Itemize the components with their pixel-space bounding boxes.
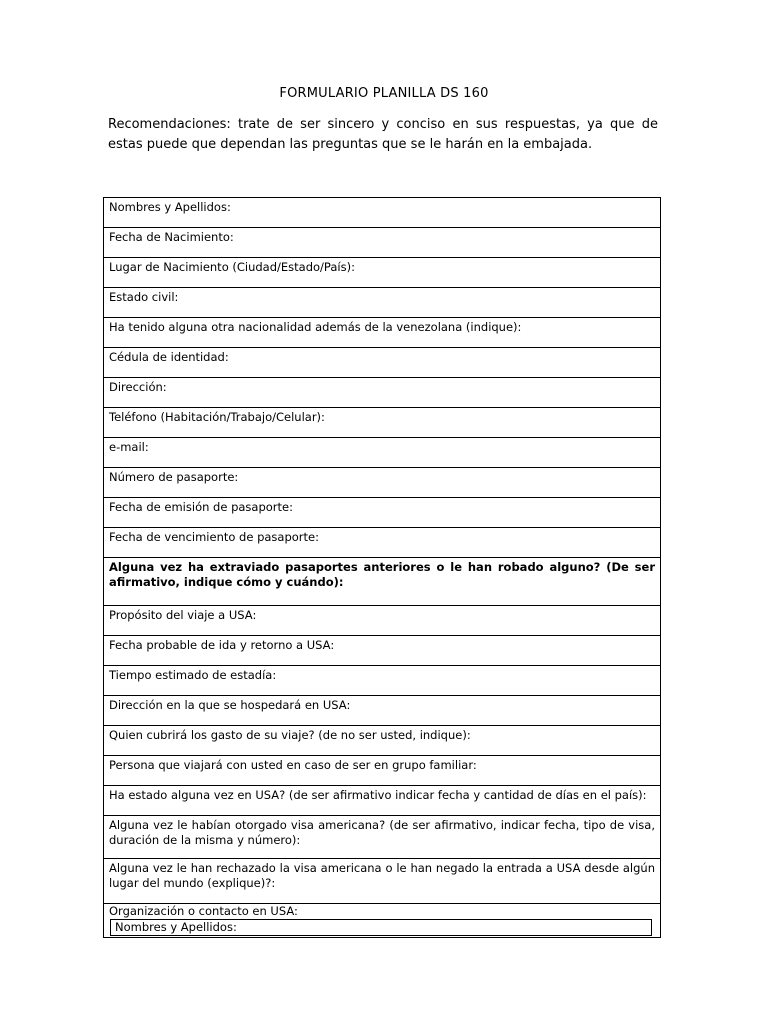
- field-label-telefono: Teléfono (Habitación/Trabajo/Celular):: [109, 410, 325, 424]
- form-row-email: [104, 438, 661, 468]
- field-label-visa-rechazada: Alguna vez le han rechazado la visa americana o le han negado la entrada a USA desde algún lugar del mundo (explique)?:: [109, 861, 655, 890]
- field-label-contact-names: Nombres y Apellidos:: [115, 920, 237, 934]
- form-row-visa-rechazada: [104, 859, 661, 904]
- ds160-form-table: [103, 197, 661, 938]
- form-cell[interactable]: [104, 288, 661, 318]
- form-cell[interactable]: [104, 438, 661, 468]
- field-label-proposito-viaje: Propósito del viaje a USA:: [109, 608, 257, 622]
- form-cell[interactable]: [104, 198, 661, 228]
- form-row-proposito-viaje: [104, 606, 661, 636]
- form-cell[interactable]: [104, 558, 661, 606]
- form-cell[interactable]: [104, 859, 661, 904]
- form-cell[interactable]: [104, 726, 661, 756]
- field-label-visa-otorgada: Alguna vez le habían otorgado visa americana? (de ser afirmativo, indicar fecha, tipo de visa, duración de la misma y número):: [109, 818, 655, 847]
- form-row-cedula: [104, 348, 661, 378]
- field-label-cedula: Cédula de identidad:: [109, 350, 229, 364]
- field-label-nombres: Nombres y Apellidos:: [109, 200, 231, 214]
- form-row-telefono: [104, 408, 661, 438]
- form-row-estado-en-usa: [104, 786, 661, 816]
- form-row-estado-civil: [104, 288, 661, 318]
- field-label-tiempo-estadia: Tiempo estimado de estadía:: [109, 668, 277, 682]
- field-label-fecha-nacimiento: Fecha de Nacimiento:: [109, 230, 234, 244]
- field-label-estado-civil: Estado civil:: [109, 290, 179, 304]
- recommendations-paragraph: Recomendaciones: trate de ser sincero y conciso en sus respuestas, ya que de estas puede que dependan las preguntas que se le harán en la embajada.: [108, 117, 658, 152]
- field-label-estado-en-usa: Ha estado alguna vez en USA? (de ser afirmativo indicar fecha y cantidad de días en el país):: [109, 788, 647, 802]
- form-cell[interactable]: [104, 636, 661, 666]
- form-row-contacto-usa: [104, 904, 661, 938]
- form-row-gastos-viaje: [104, 726, 661, 756]
- field-label-emision-pasaporte: Fecha de emisión de pasaporte:: [109, 500, 293, 514]
- form-row-vencimiento-pasaporte: [104, 528, 661, 558]
- form-row-lugar-nacimiento: [104, 258, 661, 288]
- contact-names-subfield[interactable]: [110, 919, 652, 936]
- form-cell[interactable]: [104, 756, 661, 786]
- form-cell[interactable]: [104, 786, 661, 816]
- field-label-numero-pasaporte: Número de pasaporte:: [109, 470, 239, 484]
- form-row-pasaportes-extraviados: [104, 558, 661, 606]
- field-label-email: e-mail:: [109, 440, 149, 454]
- field-label-pasaportes-extraviados: Alguna vez ha extraviado pasaportes anteriores o le han robado alguno? (De ser afirmativo, indique cómo y cuándo):: [109, 560, 655, 589]
- form-cell[interactable]: [104, 528, 661, 558]
- form-cell[interactable]: [104, 606, 661, 636]
- form-row-numero-pasaporte: [104, 468, 661, 498]
- form-row-emision-pasaporte: [104, 498, 661, 528]
- form-row-direccion-usa: [104, 696, 661, 726]
- field-label-lugar-nacimiento: Lugar de Nacimiento (Ciudad/Estado/País):: [109, 260, 355, 274]
- form-row-fecha-ida-retorno: [104, 636, 661, 666]
- field-label-direccion-usa: Dirección en la que se hospedará en USA:: [109, 698, 351, 712]
- field-label-contacto-usa: Organización o contacto en USA:: [109, 904, 298, 918]
- field-label-direccion: Dirección:: [109, 380, 167, 394]
- form-row-direccion: [104, 378, 661, 408]
- form-cell[interactable]: [104, 696, 661, 726]
- form-cell[interactable]: [104, 468, 661, 498]
- field-label-vencimiento-pasaporte: Fecha de vencimiento de pasaporte:: [109, 530, 319, 544]
- form-cell[interactable]: [104, 498, 661, 528]
- form-row-fecha-nacimiento: [104, 228, 661, 258]
- field-label-acompanante: Persona que viajará con usted en caso de ser en grupo familiar:: [109, 758, 477, 772]
- document-title: FORMULARIO PLANILLA DS 160: [279, 86, 489, 101]
- form-cell[interactable]: [104, 378, 661, 408]
- field-label-gastos-viaje: Quien cubrirá los gasto de su viaje? (de no ser usted, indique):: [109, 728, 471, 742]
- form-cell[interactable]: [104, 258, 661, 288]
- field-label-fecha-ida-retorno: Fecha probable de ida y retorno a USA:: [109, 638, 335, 652]
- form-cell[interactable]: [104, 228, 661, 258]
- form-cell[interactable]: [104, 666, 661, 696]
- form-cell[interactable]: [104, 816, 661, 859]
- form-cell[interactable]: [104, 408, 661, 438]
- form-cell[interactable]: [104, 348, 661, 378]
- form-cell[interactable]: [104, 318, 661, 348]
- field-label-otra-nacionalidad: Ha tenido alguna otra nacionalidad además de la venezolana (indique):: [109, 320, 522, 334]
- form-row-tiempo-estadia: [104, 666, 661, 696]
- form-row-acompanante: [104, 756, 661, 786]
- form-cell[interactable]: [104, 904, 661, 938]
- form-row-nombres: [104, 198, 661, 228]
- form-row-otra-nacionalidad: [104, 318, 661, 348]
- form-row-visa-otorgada: [104, 816, 661, 859]
